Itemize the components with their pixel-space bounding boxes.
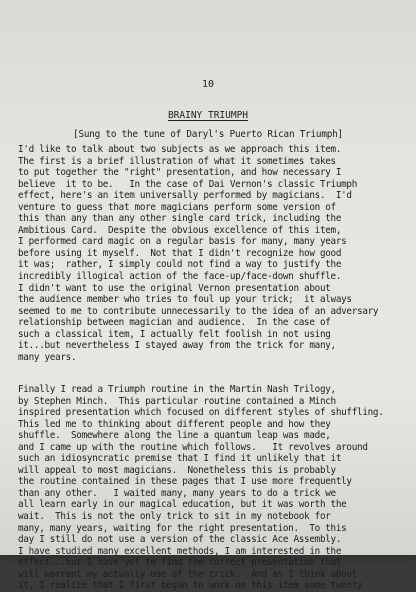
text-line: will appeal to most magicians. Nonetheless this is probably — [18, 464, 336, 476]
text-line: seemed to me to contribute unnecessarily to the idea of an adversary — [18, 305, 379, 317]
text-line: all learn early in our magical education, but it was worth the — [18, 499, 347, 511]
text-line: wait. This is not the only trick to sit in my notebook for — [18, 511, 331, 523]
text-line: it, I realize that I first began to work on this item some twenty — [18, 580, 363, 592]
paragraph-1 — [18, 144, 410, 363]
text-line: relationship between magician and audience. In the case of — [18, 317, 331, 329]
text-line: many, many years, waiting for the right presentation. To this — [18, 522, 347, 534]
text-line: will warrant my actually use of the trick. And as I think about — [18, 568, 358, 580]
page-number: 10 — [201, 79, 215, 90]
text-line: such an idiosyncratic premise that I find it unlikely that it — [18, 453, 342, 465]
text-line: effect...but I have yet to find the correct presentation that — [18, 557, 342, 569]
text-line: before using it myself. Not that I didn't recognize how good — [18, 247, 342, 259]
text-line: shuffle. Somewhere along the line a quantum leap was made, — [18, 430, 331, 442]
text-line: by Stephen Minch. This particular routine contained a Minch — [18, 395, 336, 407]
text-line: and I came up with the routine which follows. It revolves around — [18, 441, 368, 453]
text-line: This led me to thinking about different people and how they — [18, 418, 331, 430]
text-line: venture to guess that more magicians perform some version of — [18, 201, 336, 213]
document-subtitle: [Sung to the tune of Daryl's Puerto Rican Triumph] — [73, 129, 343, 140]
text-line: many years. — [18, 351, 77, 363]
document-title: BRAINY TRIUMPH — [167, 110, 249, 121]
text-line: believe it to be. In the case of Dai Vernon's classic Triumph — [18, 178, 358, 190]
text-line: this than any than any other single card trick, including the — [18, 213, 342, 225]
text-line: than any other. I waited many, many years to do a trick we — [18, 487, 336, 499]
text-line: day I still do not use a version of the classic Ace Assembly. — [18, 534, 342, 546]
text-line: it...but nevertheless I stayed away from the trick for many, — [18, 340, 336, 352]
text-line: I'd like to talk about two subjects as we approach this item. — [18, 144, 342, 155]
text-line: effect, here's an item universally performed by magicians. I'd — [18, 190, 352, 202]
text-line: incredibly illogical action of the face-up/face-down shuffle. — [18, 271, 342, 283]
text-line: the audience member who tries to foul up your trick; it always — [18, 294, 352, 306]
text-line: inspired presentation which focused on different styles of shuffling. — [18, 407, 384, 419]
paragraph-2 — [18, 384, 410, 592]
text-line: Finally I read a Triumph routine in the Martin Nash Trilogy, — [18, 384, 336, 395]
text-line: such a classical item, I actually felt foolish in not using — [18, 328, 331, 340]
text-line: I didn't want to use the original Vernon presentation about — [18, 282, 331, 294]
text-line: I have studied many excellent methods, I am interested in the — [18, 545, 342, 557]
text-line: I performed card magic on a regular basis for many, many years — [18, 236, 347, 248]
text-line: it was; rather, I simply could not find a way to justify the — [18, 259, 342, 271]
text-line: to put together the "right" presentation, and how necessary I — [18, 167, 342, 179]
text-line: Ambitious Card. Despite the obvious excellence of this item, — [18, 224, 342, 236]
text-line: the routine contained in these pages that I use more frequently — [18, 476, 352, 488]
text-line: The first is a brief illustration of what it sometimes takes — [18, 155, 336, 167]
